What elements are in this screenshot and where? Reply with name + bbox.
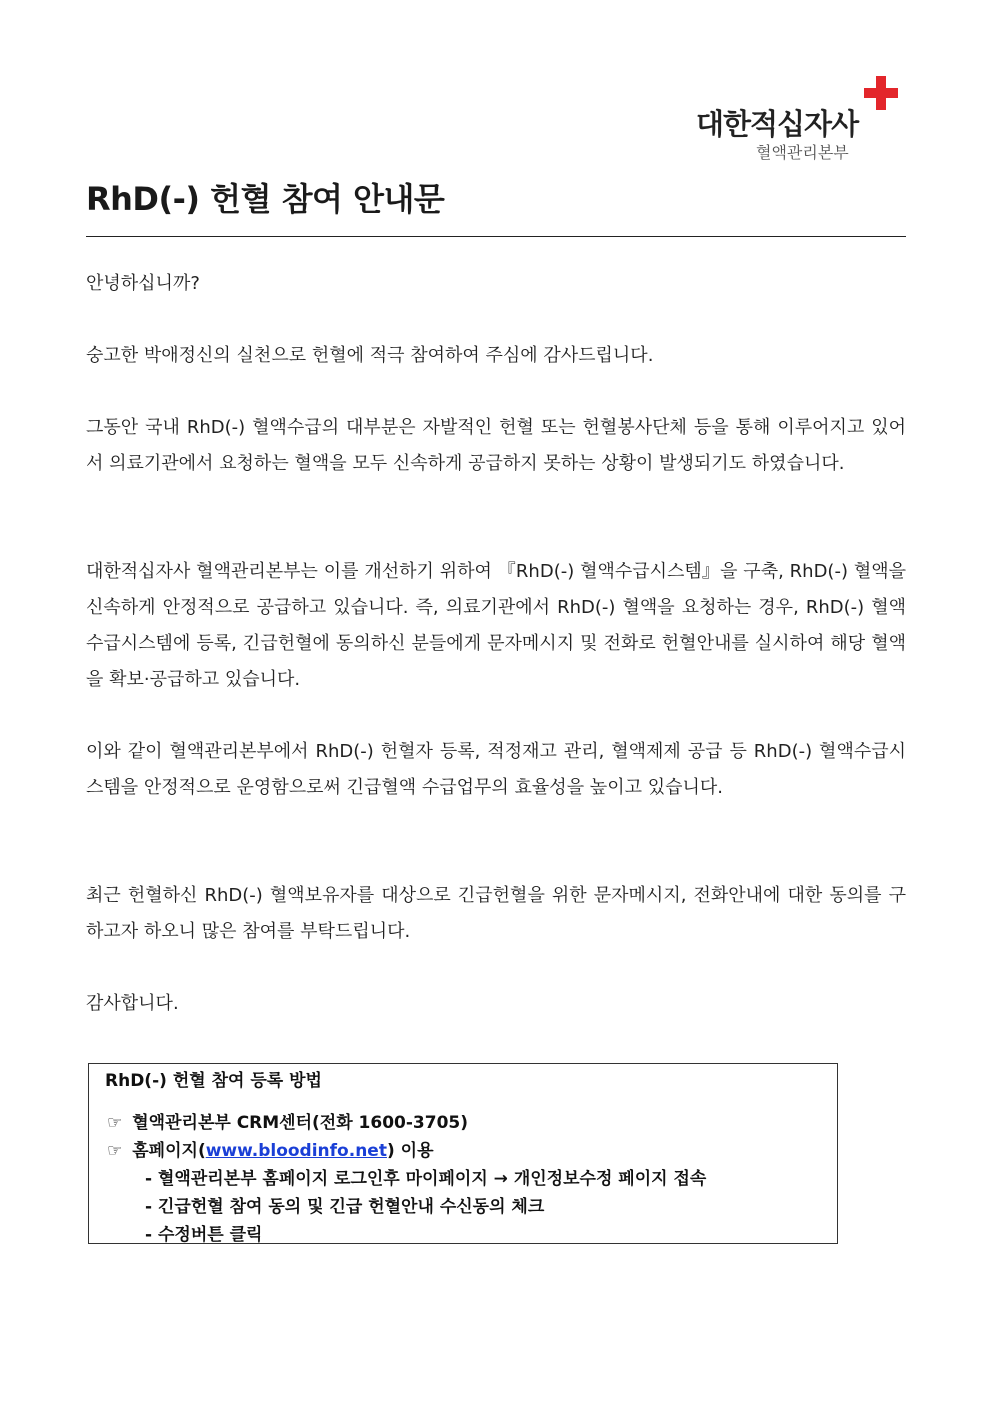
step-item: - 긴급헌혈 참여 동의 및 긴급 헌혈안내 수신동의 체크 — [145, 1197, 545, 1217]
crm-center-text: 혈액관리본부 CRM센터(전화 1600-3705) — [132, 1113, 469, 1133]
homepage-item — [107, 1136, 434, 1161]
thanks-paragraph: 숭고한 박애정신의 실천으로 헌혈에 적극 참여하여 주심에 감사드립니다. — [86, 345, 654, 366]
step-item: - 혈액관리본부 홈페이지 로그인후 마이페이지 → 개인정보수정 페이지 접속 — [145, 1169, 707, 1189]
request-paragraph: 최근 헌혈하신 RhD(-) 혈액보유자를 대상으로 긴급헌혈을 위한 문자메시지, 전화안내에 대한 동의를 구하고자 하오니 많은 참여를 부탁드립니다. — [86, 885, 906, 942]
closing-paragraph: 감사합니다. — [86, 993, 179, 1014]
title-divider — [86, 236, 906, 237]
background-paragraph: 그동안 국내 RhD(-) 혈액수급의 대부분은 자발적인 헌혈 또는 헌혈봉사단체 등을 통해 이루어지고 있어서 의료기관에서 요청하는 혈액을 모두 신속하게 공급하지 못하는 상황이 발생되기도 하였습니다. — [86, 417, 906, 474]
crm-center-item — [107, 1108, 468, 1133]
pointing-hand-icon: ☞ — [107, 1113, 123, 1133]
registration-info-box — [88, 1063, 838, 1244]
step-item: - 수정버튼 클릭 — [145, 1225, 263, 1245]
red-cross-icon — [864, 76, 898, 110]
red-cross-logo — [696, 76, 906, 166]
page-title: RhD(-) 헌혈 참여 안내문 — [86, 180, 445, 218]
homepage-suffix: ) 이용 — [386, 1141, 434, 1161]
logo-organization-name: 대한적십자사 — [696, 107, 859, 141]
operation-paragraph: 이와 같이 혈액관리본부에서 RhD(-) 헌혈자 등록, 적정재고 관리, 혈액제제 공급 등 RhD(-) 혈액수급시스템을 안정적으로 운영함으로써 긴급혈액 수급업무의 효율성을 높이고 있습니다. — [86, 741, 906, 798]
bloodinfo-link[interactable]: www.bloodinfo.net — [205, 1141, 387, 1161]
pointing-hand-icon: ☞ — [107, 1141, 123, 1161]
homepage-prefix: 홈페이지( — [132, 1141, 206, 1161]
info-box-heading: RhD(-) 헌혈 참여 등록 방법 — [105, 1071, 322, 1091]
system-paragraph: 대한적십자사 혈액관리본부는 이를 개선하기 위하여 『RhD(-) 혈액수급시스템』을 구축, RhD(-) 혈액을 신속하게 안정적으로 공급하고 있습니다. 즉, 의료기관에서 RhD(-) 혈액을 요청하는 경우, RhD(-) 혈액수급시스템에 등록, 긴급헌혈에 동의하신 분들에게 문자메시지 및 전화로 헌혈안내를 실시하여 해당 혈액을 확보·공급하고 있습니다. — [86, 561, 906, 690]
greeting-paragraph: 안녕하십니까? — [86, 273, 200, 294]
logo-division-name: 혈액관리본부 — [756, 143, 849, 162]
